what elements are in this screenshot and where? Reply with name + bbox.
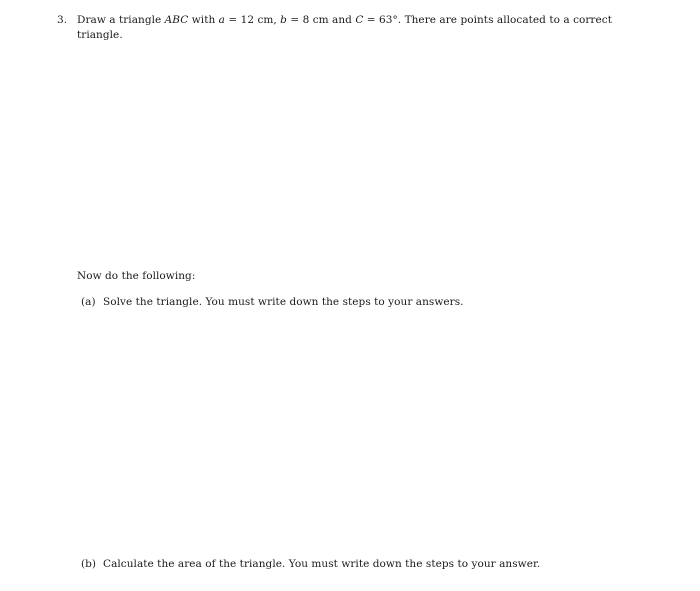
question-3-line-2: triangle. <box>77 29 123 41</box>
variable-c: C <box>355 14 364 26</box>
triangle-name: ABC <box>164 14 189 26</box>
equation-a: = 12 cm, <box>224 14 281 26</box>
instructions-intro: Now do the following: <box>77 270 196 282</box>
part-b-label: (b) <box>81 558 97 570</box>
variable-a: a <box>218 14 225 26</box>
equation-b: = 8 cm and <box>286 14 356 26</box>
part-a-text: Solve the triangle. You must write down the steps to your answers. <box>103 296 464 308</box>
part-b <box>81 557 540 572</box>
question-text-with: with <box>188 14 219 26</box>
question-3-line-1 <box>57 13 612 28</box>
question-text-start: Draw a triangle <box>77 14 165 26</box>
part-a-label: (a) <box>81 296 96 308</box>
question-number: 3. <box>57 14 68 26</box>
variable-b: b <box>280 14 287 26</box>
part-a <box>81 295 464 310</box>
part-b-text: Calculate the area of the triangle. You must write down the steps to your answer. <box>103 558 541 570</box>
equation-c: = 63°. There are points allocated to a correct <box>363 14 612 26</box>
